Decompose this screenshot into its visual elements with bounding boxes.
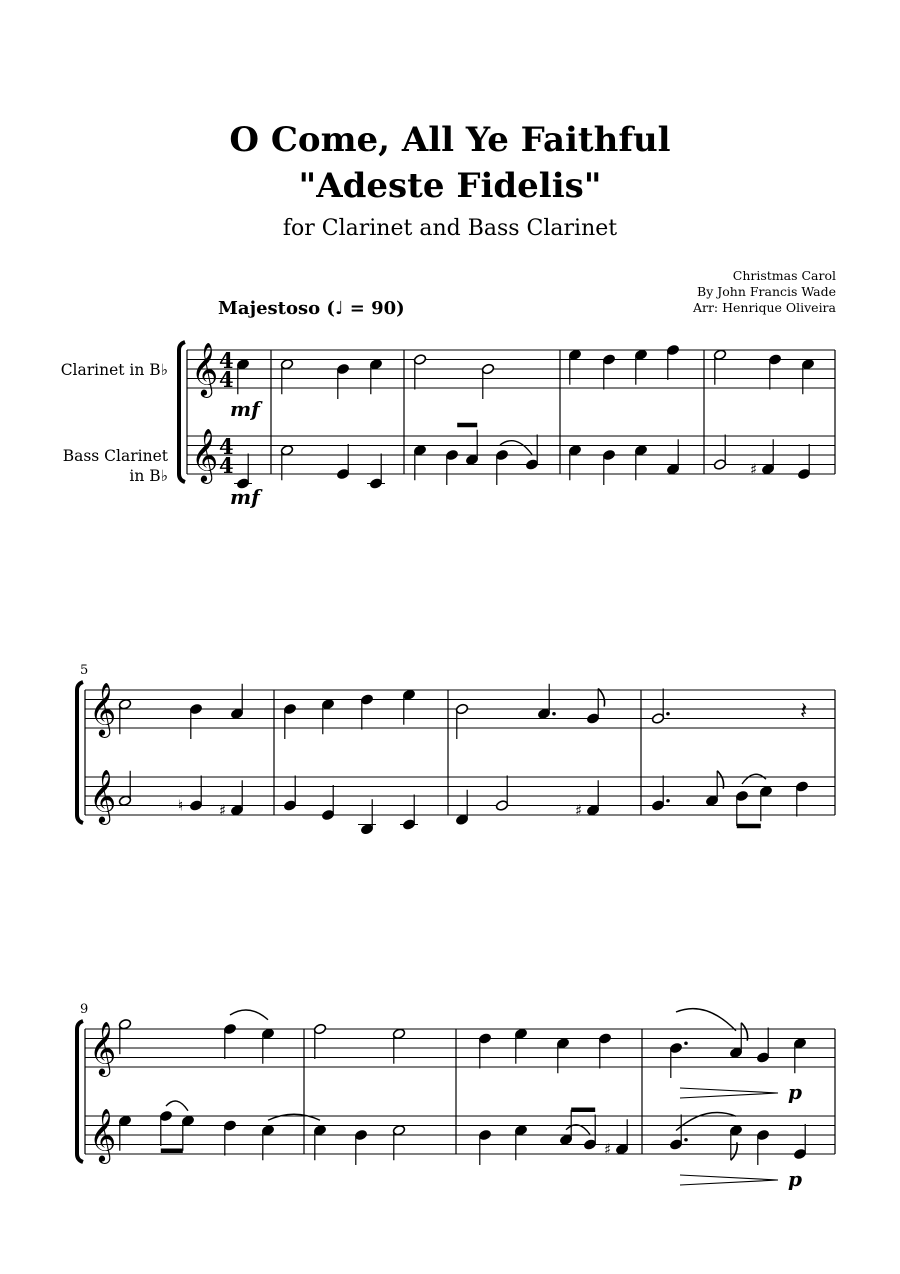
treble-clef-icon: 𝄞 <box>191 427 219 482</box>
tempo-text: Majestoso <box>218 298 321 319</box>
system-bracket <box>77 682 83 823</box>
dynamic-mf-bass-clarinet: mf <box>230 485 260 509</box>
instrument-label-bass-line2: in B♭ <box>129 467 168 485</box>
slur <box>742 774 766 784</box>
clarinet-staff-system-3 <box>85 1029 835 1067</box>
time-signature-denominator: 4 <box>219 367 234 392</box>
treble-clef-icon: 𝄞 <box>89 1020 117 1075</box>
treble-clef-icon: 𝄞 <box>89 681 117 736</box>
measure-number: 9 <box>80 1002 89 1017</box>
note-flag <box>598 689 604 707</box>
augmentation-dot <box>666 712 670 716</box>
decrescendo-hairpin <box>680 1088 778 1098</box>
treble-clef-icon: 𝄞 <box>89 768 117 823</box>
sharp-icon: ♯ <box>575 801 583 820</box>
slur <box>166 1101 188 1111</box>
dynamic-mf-clarinet: mf <box>230 397 260 421</box>
slur <box>268 1114 320 1120</box>
slur <box>230 1010 268 1020</box>
system-bracket <box>77 1021 83 1162</box>
sharp-icon: ♯ <box>219 801 227 820</box>
dynamic-p-bass-clarinet: p <box>788 1167 802 1191</box>
decrescendo-hairpin <box>680 1175 778 1185</box>
title-line-2: "Adeste Fidelis" <box>298 166 602 206</box>
treble-clef-icon: 𝄞 <box>89 1107 117 1162</box>
treble-clef-icon: 𝄞 <box>191 341 219 396</box>
time-signature-numerator: 4 <box>219 434 234 459</box>
slur <box>566 1125 590 1135</box>
slur <box>676 1112 736 1130</box>
bass-clarinet-staff-system-3 <box>85 1116 835 1154</box>
dynamic-p-clarinet: p <box>788 1080 802 1104</box>
quarter-rest-icon: 𝄽 <box>800 696 808 725</box>
title-line-1: O Come, All Ye Faithful <box>229 120 671 160</box>
system-bracket <box>179 342 185 482</box>
tempo-marking: Majestoso (♩ = 90) <box>218 298 405 319</box>
natural-icon: ♮ <box>178 796 184 815</box>
time-signature-numerator: 4 <box>219 348 234 373</box>
sharp-icon: ♯ <box>750 460 758 479</box>
augmentation-dot <box>684 1138 688 1142</box>
instrument-label-bass-line1: Bass Clarinet <box>62 447 168 465</box>
subtitle: for Clarinet and Bass Clarinet <box>282 216 618 241</box>
slur <box>676 1009 736 1031</box>
credit-composer: By John Francis Wade <box>697 284 836 299</box>
sharp-icon: ♯ <box>604 1140 612 1159</box>
augmentation-dot <box>666 799 670 803</box>
time-signature-denominator: 4 <box>219 453 234 478</box>
credit-arranger: Arr: Henrique Oliveira <box>692 300 836 315</box>
credit-composer-type: Christmas Carol <box>732 268 836 283</box>
instrument-label-clarinet: Clarinet in B♭ <box>60 361 168 379</box>
measure-number: 5 <box>80 663 89 678</box>
tempo-bpm: 90 <box>371 298 397 319</box>
quarter-note-icon: ♩ <box>334 298 344 319</box>
augmentation-dot <box>552 712 556 716</box>
augmentation-dot <box>684 1041 688 1045</box>
